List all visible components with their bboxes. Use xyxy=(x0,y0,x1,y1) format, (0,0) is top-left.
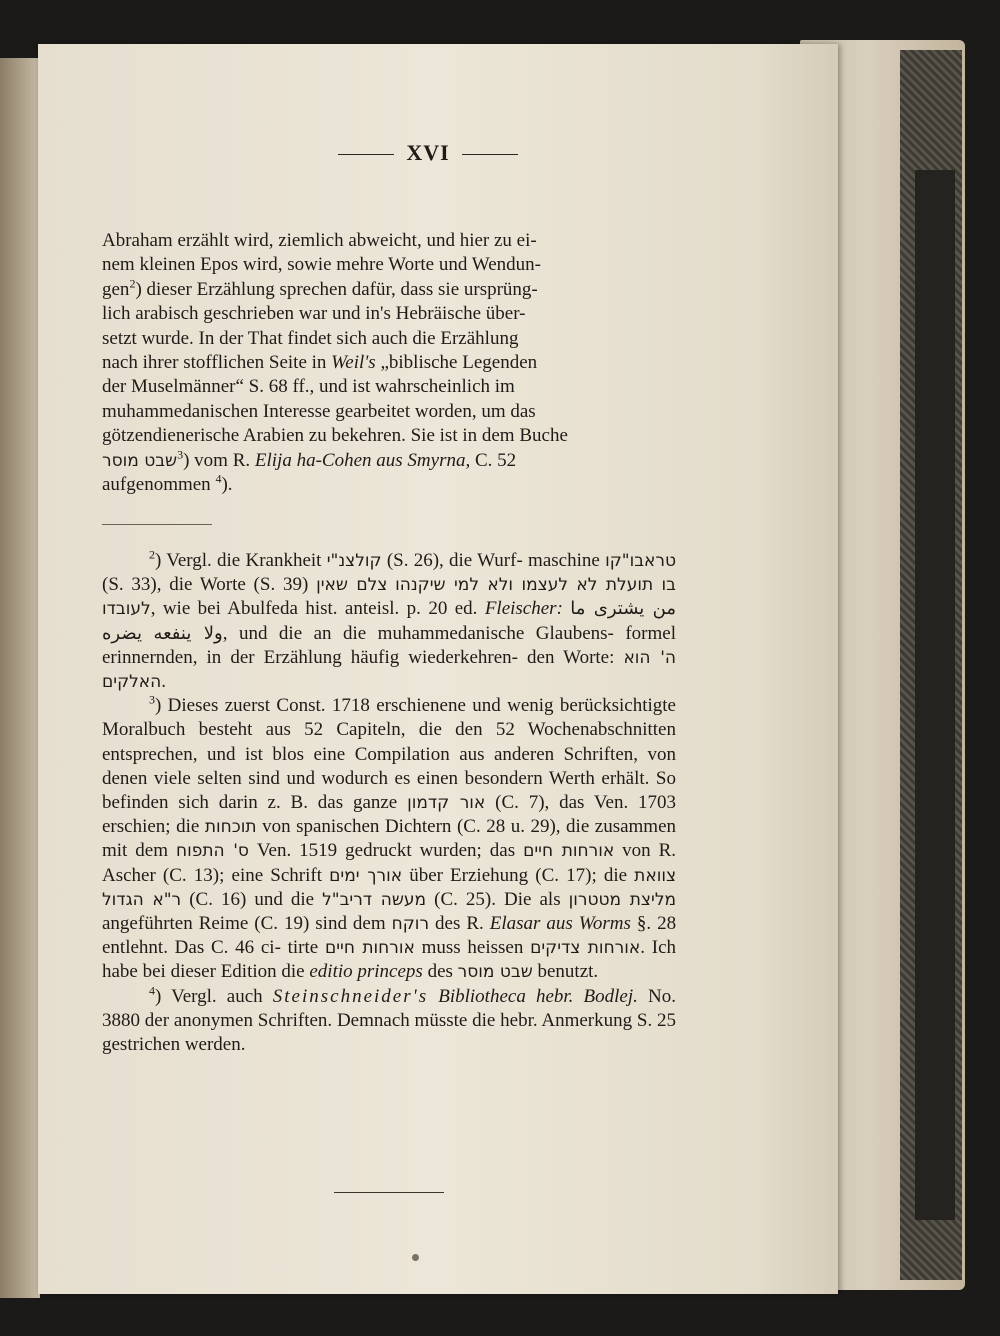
footnote-4: $^4$) Vergl. auch Steinschneider's Bibliotheca hebr. Bodlej. No. 3880 der anonymen Schriften. Demnach müsste die hebr. Anmerkung S. 25 gestrichen werden. xyxy=(102,983,677,1056)
main-line: nem kleinen Epos wird, sowie mehre Worte und Wendun- xyxy=(102,254,541,276)
paper-speck xyxy=(412,1254,419,1261)
main-line: setzt wurde. In der That findet sich auch die Erzählung xyxy=(102,327,519,349)
main-line: aufgenommen $^4$). xyxy=(102,471,233,496)
page-number: XVI xyxy=(406,140,450,165)
footnotes xyxy=(102,549,676,1057)
left-page-edge xyxy=(0,58,40,1298)
main-line: der Muselmänner“ S. 68 ff., und ist wahrscheinlich im xyxy=(102,376,515,398)
main-line: Abraham erzählt wird, ziemlich abweicht, und hier zu ei- xyxy=(102,230,537,251)
main-line: götzendienerische Arabien zu bekehren. Sie ist in dem Buche xyxy=(102,425,568,447)
main-line: muhammedanischen Interesse gearbeitet worden, um das xyxy=(102,400,536,422)
footnote-2: $^2$) Vergl. die Krankheit קולצנ"י (S. 26), die Wurf- maschine טראבו"קו (S. 33), die Worte (S. 39) צלם שאין בו תועלת לא לעצמו ולא למי שיקנהו לעובדו, wie bei Abulfeda hist. anteisl. p. 20 ed. Fleischer: من يشترى ما يضره ولا ينفعه, und die an die muhammedanische Glaubens- formel erinnernden, in der Erzählung häufig wiederkehren- den Worte: ה' הוא האלקים. xyxy=(102,547,677,693)
main-text xyxy=(102,229,676,497)
page-header xyxy=(38,140,818,166)
end-rule xyxy=(334,1192,444,1193)
footnote-3: $^3$) Dieses zuerst Const. 1718 erschienene und wenig berücksichtigte Moralbuch besteht aus 52 Capiteln, die den 52 Wochenabschnitten entsprechen, und ist blos eine Compilation aus anderen Schriften, von denen viele selten sind und wodurch es einen besondern Werth erhält. So befinden sich darin z. B. das ganze אור קדמון (C. 7), das Ven. 1703 erschien; die תוכחות von spanischen Dichtern (C. 28 u. 29), die zusammen mit dem ס' התפוח Ven. 1519 gedruckt wurden; das אורחות חיים von R. Ascher (C. 13); eine Schrift אורך ימים über Erziehung (C. 17); die צוואת ר"א הגדול (C. 16) und die מעשה דריב"ל (C. 25). Die als מליצת מטטרון angeführten Reime (C. 19) sind dem רוקח des R. Elasar aus Worms §. 28 entlehnt. Das C. 46 ci- tirte אורחות חיים muss heissen אורחות צדיקים. Ich habe bei dieser Edition die editio princeps des שבט מוסר benutzt. xyxy=(102,692,677,983)
main-line: שבט מוסר$^3$) vom R. Elija ha-Cohen aus Smyrna, C. 52 xyxy=(102,447,517,471)
main-line: lich arabisch geschrieben war und in's Hebräische über- xyxy=(102,303,526,325)
footnote-divider xyxy=(102,524,212,525)
book-page xyxy=(38,44,838,1294)
header-rule-left xyxy=(338,154,394,155)
main-line: nach ihrer stofflichen Seite in Weil's „biblische Legenden xyxy=(102,352,538,374)
book-cover-spine xyxy=(915,170,955,1220)
main-line: gen$^2$) dieser Erzählung sprechen dafür, dass sie ursprüng- xyxy=(102,276,538,300)
header-rule-right xyxy=(462,154,518,155)
